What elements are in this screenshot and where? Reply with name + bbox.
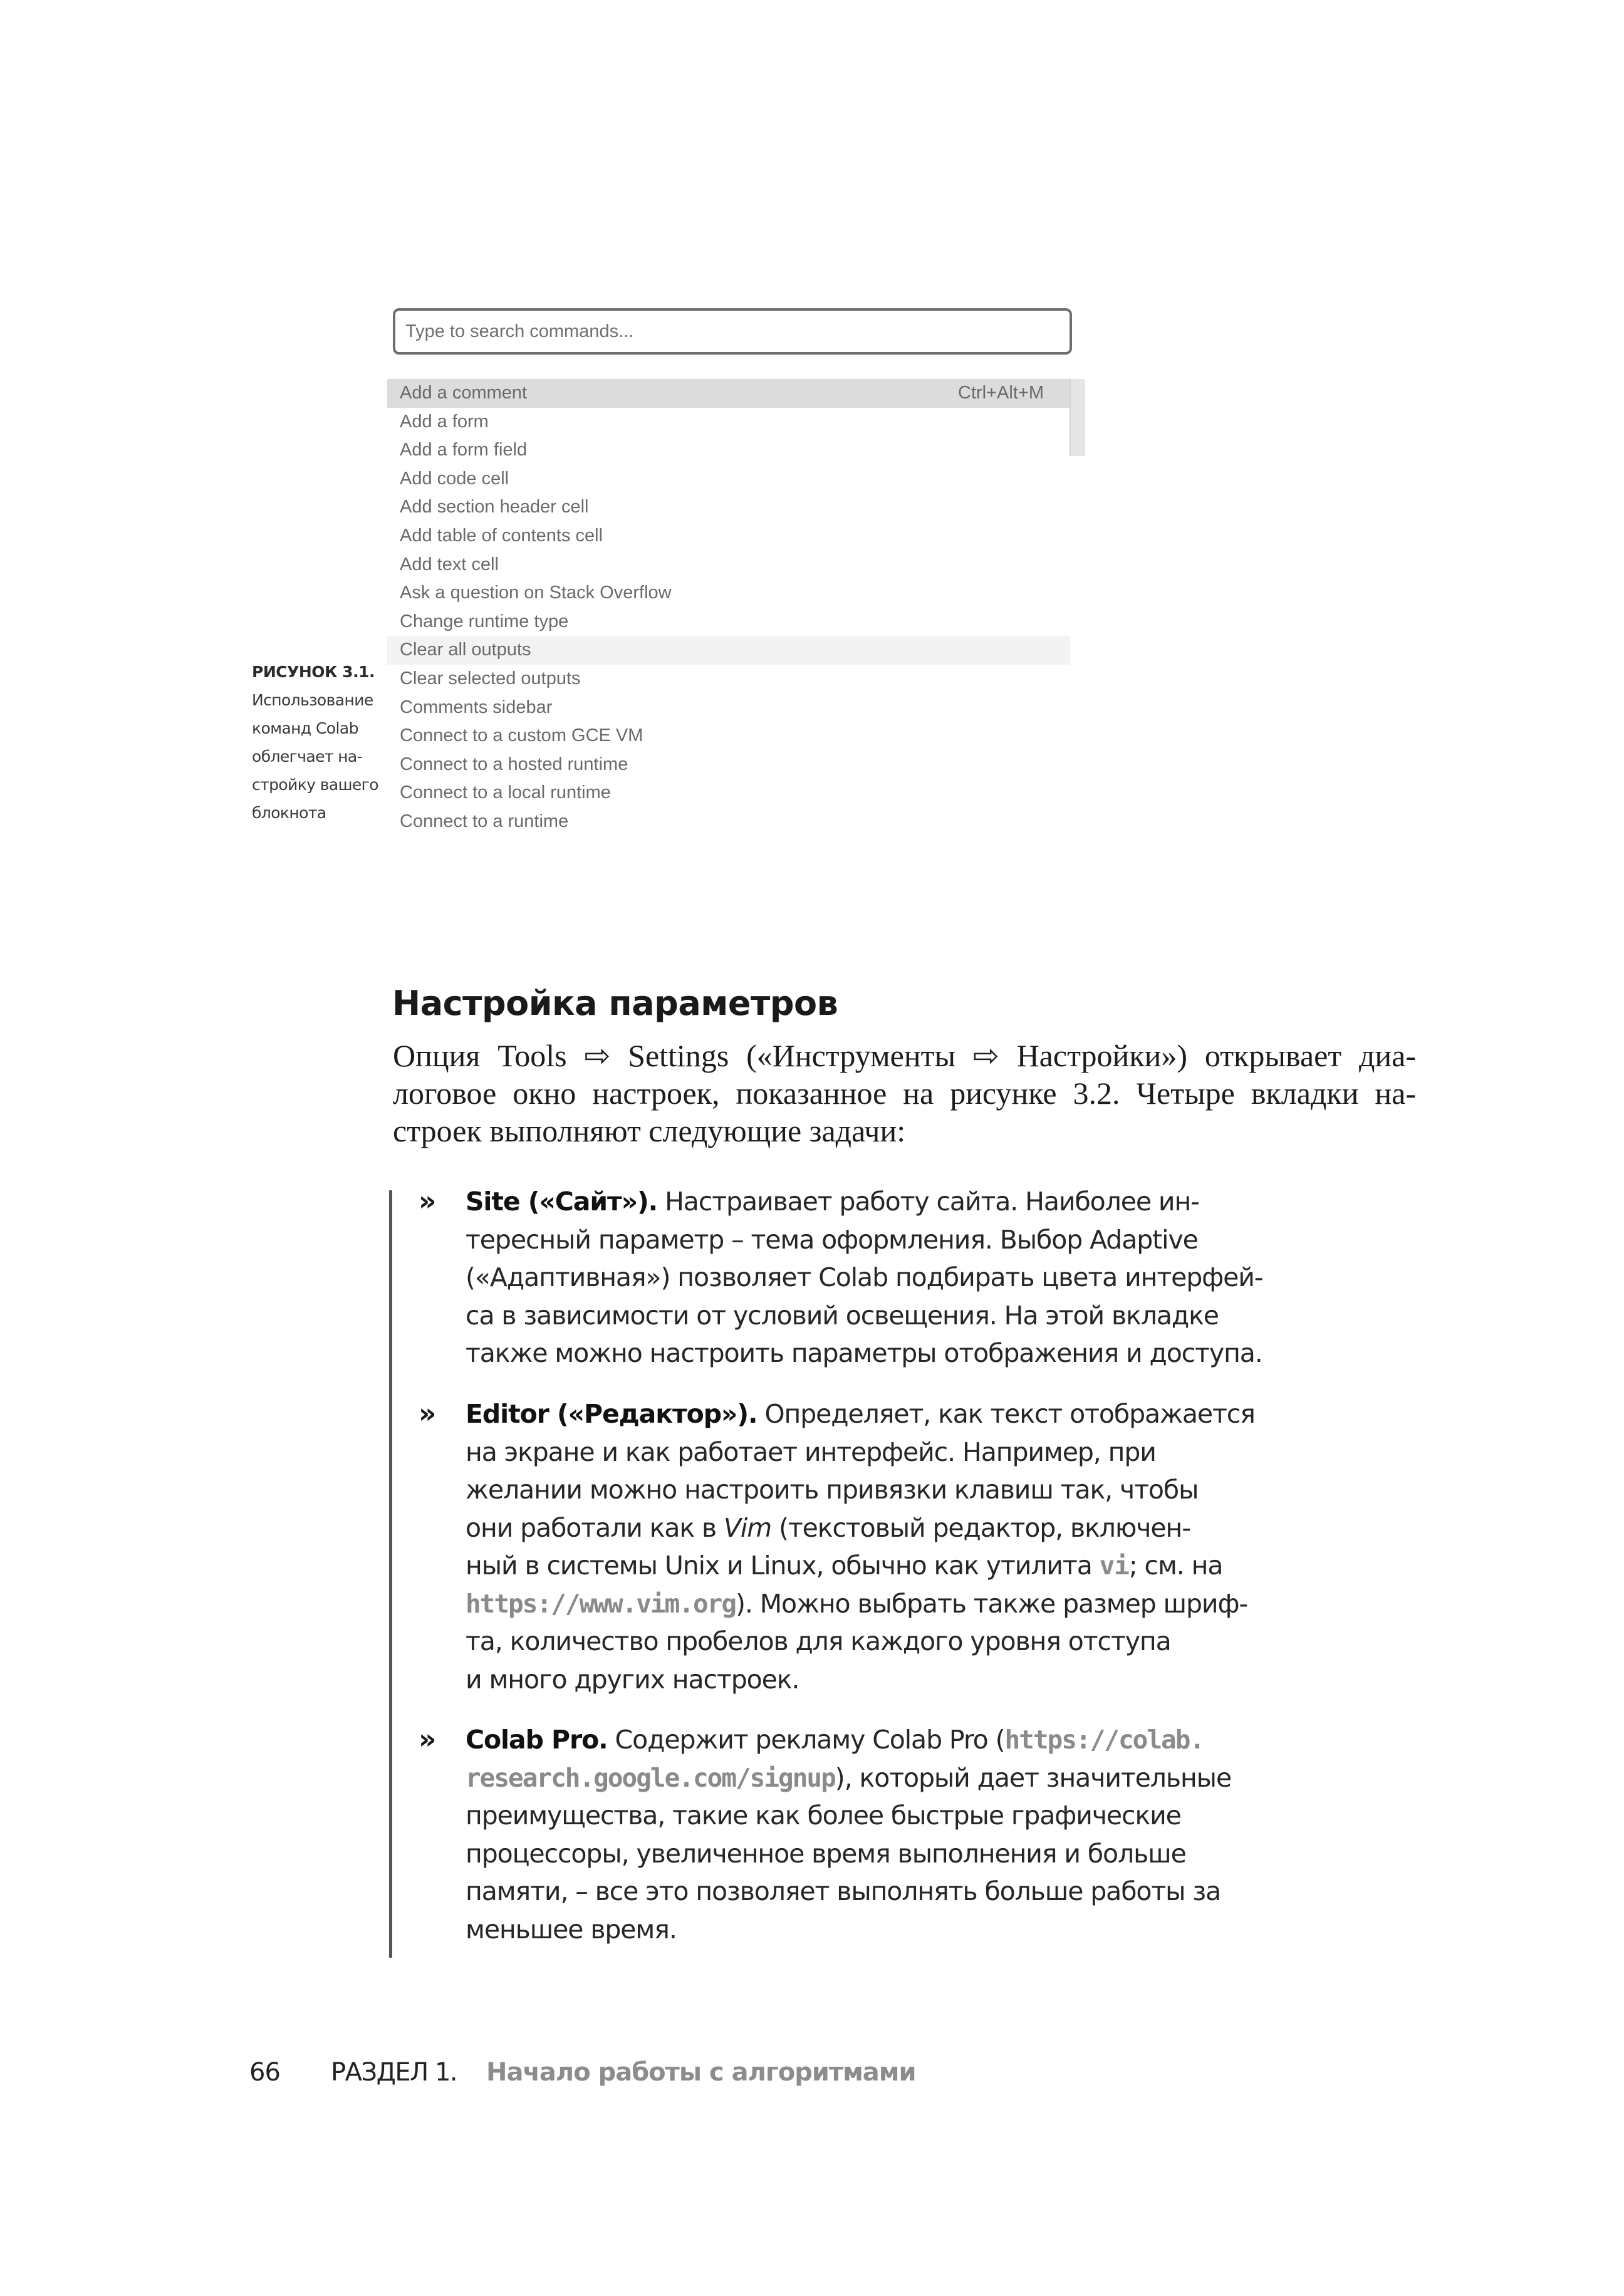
command-item[interactable] [387, 522, 1070, 551]
caption-line: команд Colab [252, 719, 358, 737]
bullet-text: Определяет, как текст отображается [757, 1399, 1255, 1429]
bullet-text: памяти, – все это позволяет выполнять больше работы за [466, 1876, 1221, 1906]
paragraph-line: логовое окно настроек, показанное на рисунке 3.2. Четыре вкладки на- [393, 1076, 1416, 1111]
part-title: Начало работы с алгоритмами [486, 2058, 916, 2087]
double-chevron-bullet-icon: » [419, 1185, 437, 1217]
command-item[interactable] [387, 436, 1070, 465]
bullet-text: Настраивает работу сайта. Наиболее ин- [657, 1187, 1199, 1217]
vim-link[interactable]: https://www.vim.org [466, 1588, 736, 1619]
command-label: Clear all outputs [400, 640, 531, 660]
command-item[interactable] [387, 493, 1070, 522]
bullet-text: са в зависимости от условий освещения. На этой вкладке [466, 1300, 1219, 1331]
command-label: Connect to a custom GCE VM [400, 725, 643, 746]
bullet-text: («Адаптивная») позволяет Colab подбирать цвета интерфей- [466, 1262, 1263, 1292]
paragraph-line: строек выполняют следующие задачи: [393, 1113, 906, 1148]
command-item[interactable] [387, 779, 1070, 808]
caption-line: стройку вашего [252, 776, 378, 794]
paragraph-line: Опция Tools ⇨ Settings («Инструменты ⇨ Настройки») открывает диа- [393, 1038, 1416, 1073]
caption-line: облегчает на- [252, 747, 363, 766]
command-label: Clear selected outputs [400, 668, 581, 688]
double-chevron-bullet-icon: » [419, 1723, 437, 1755]
command-item[interactable] [387, 722, 1070, 751]
bullet-text: тересный параметр – тема оформления. Выбор Adaptive [466, 1224, 1198, 1255]
command-item[interactable] [387, 751, 1070, 779]
bullet-text: та, количество пробелов для каждого уровня отступа [466, 1626, 1171, 1656]
command-label: Add table of contents cell [400, 525, 603, 546]
bullet-text: Содержит рекламу Colab Pro ( [607, 1725, 1005, 1755]
double-chevron-bullet-icon: » [419, 1398, 437, 1430]
intro-paragraph [393, 1037, 1420, 1150]
bullet-text: ный в системы Unix и Linux, обычно как утилита [466, 1551, 1100, 1581]
bullet-text: они работали как в [466, 1512, 724, 1543]
command-label: Add a form [400, 411, 489, 432]
command-list-scrollbar[interactable] [1070, 379, 1085, 456]
bullet-text: и много других настроек. [466, 1664, 799, 1695]
command-label: Add text cell [400, 554, 499, 574]
command-label: Change runtime type [400, 611, 569, 631]
figure-label: РИСУНОК 3.1. [252, 663, 375, 681]
sidebar-rule [389, 1190, 392, 1958]
command-item[interactable] [387, 608, 1070, 636]
bullet-title: Site («Сайт»). [466, 1187, 658, 1217]
bullet-text: (текстовый редактор, включен- [771, 1512, 1190, 1543]
command-label: Add a form field [400, 440, 528, 460]
bullet-text: ; см. на [1128, 1551, 1223, 1581]
colab-signup-link[interactable]: https://colab. [1004, 1725, 1204, 1755]
command-search-box[interactable] [393, 308, 1072, 355]
command-label: Add code cell [400, 468, 509, 489]
bullet-text: процессоры, увеличенное время выполнения и больше [466, 1838, 1186, 1869]
vi-command: vi [1099, 1551, 1129, 1581]
bullet-title: Colab Pro. [466, 1725, 608, 1755]
command-label: Add section header cell [400, 497, 589, 517]
command-item[interactable] [387, 693, 1070, 722]
caption-line: Использование [252, 691, 373, 709]
bullet-text: также можно настроить параметры отображения и доступа. [466, 1338, 1262, 1368]
command-label: Connect to a runtime [400, 811, 569, 831]
bullet-text: на экране и как работает интерфейс. Например, при [466, 1436, 1156, 1467]
command-list [387, 379, 1070, 836]
command-item[interactable] [387, 579, 1070, 608]
command-item[interactable] [387, 808, 1070, 836]
section-heading: Настройка параметров [392, 984, 838, 1023]
caption-line: блокнота [252, 804, 326, 822]
command-shortcut: Ctrl+Alt+M [958, 383, 1044, 403]
bullet-text: преимущества, такие как более быстрые графические [466, 1800, 1181, 1831]
command-item[interactable] [387, 408, 1070, 437]
bullet-text: меньшее время. [466, 1914, 677, 1945]
part-label: РАЗДЕЛ 1. [331, 2058, 457, 2087]
bullet-text: ), который дает значительные [835, 1762, 1232, 1793]
command-label: Connect to a local runtime [400, 782, 611, 803]
command-search-input[interactable] [405, 311, 1057, 352]
vim-term: Vim [723, 1512, 772, 1543]
command-item[interactable] [387, 636, 1070, 665]
colab-signup-link[interactable]: research.google.com/signup [466, 1762, 835, 1793]
page-number: 66 [249, 2058, 280, 2087]
command-item[interactable] [387, 665, 1070, 693]
command-label: Connect to a hosted runtime [400, 754, 628, 774]
bullet-text: желании можно настроить привязки клавиш так, чтобы [466, 1475, 1199, 1505]
bullet-text: ). Можно выбрать также размер шриф- [736, 1588, 1248, 1619]
command-label: Ask a question on Stack Overflow [400, 583, 672, 603]
command-item[interactable] [387, 465, 1070, 494]
command-label: Comments sidebar [400, 697, 553, 717]
command-item[interactable] [387, 379, 1070, 408]
figure-caption [252, 658, 393, 827]
command-label: Add a comment [400, 383, 528, 403]
bullet-title: Editor («Редактор»). [466, 1399, 757, 1429]
command-item[interactable] [387, 551, 1070, 579]
